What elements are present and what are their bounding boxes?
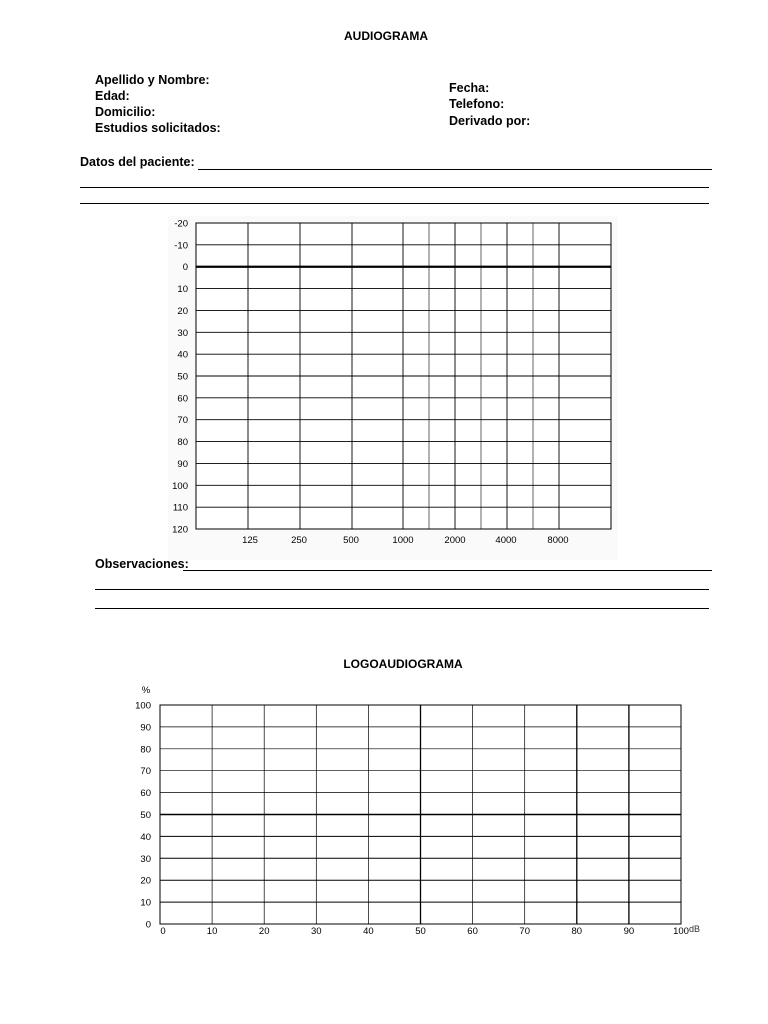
audiogram-y-tick-label: 20 [177,305,188,317]
logo-x-tick-label: 20 [258,926,270,937]
audiogram-y-tick-label: -20 [174,218,188,230]
logo-x-tick-label: 90 [623,926,635,937]
audiogram-y-tick-label: 110 [172,502,188,514]
observaciones-label: Observaciones: [95,557,189,571]
logo-x-tick-label: 80 [571,926,583,937]
audiogram-x-tick-label: 1000 [392,535,414,546]
logo-y-tick-label: 70 [140,766,151,778]
audiogram-y-tick-label: 30 [177,327,188,339]
logo-xlabel: dB [689,924,701,934]
logo-x-tick-label: 50 [415,926,426,937]
audiogram-y-tick-label: 0 [182,262,188,274]
audiogram-x-tick-label: 2000 [444,535,466,546]
audiogram-y-tick-label: 90 [177,458,188,470]
datos-paciente-label: Datos del paciente: [80,155,195,169]
field-edad: Edad: [95,89,130,103]
logo-y-tick-label: 60 [140,788,151,800]
audiogram-y-tick-label: -10 [174,240,188,252]
audiogram-y-tick-label: 50 [177,371,188,383]
audiogram-y-tick-label: 100 [172,480,188,492]
audiogram-y-tick-label: 10 [177,284,188,296]
field-apellido-nombre: Apellido y Nombre: [95,73,210,87]
field-derivado: Derivado por: [449,114,531,128]
logo-x-tick-label: 10 [206,926,218,937]
audiogram-y-tick-label: 60 [177,393,188,405]
audiogram-x-tick-label: 8000 [547,535,569,546]
field-fecha: Fecha: [449,81,490,95]
audiogram-x-tick-label: 4000 [495,535,517,546]
logo-x-tick-label: 40 [363,926,374,937]
audiogram-y-tick-label: 40 [177,349,188,361]
audiograma-title: AUDIOGRAMA [344,29,428,43]
logo-ylabel: % [141,685,151,696]
logo-y-tick-label: 40 [140,831,151,843]
logo-x-tick-label: 30 [311,926,322,937]
audiogram-y-tick-label: 70 [177,415,188,427]
audiogram-x-tick-label: 500 [343,535,359,546]
field-telefono: Telefono: [449,97,505,111]
logo-y-tick-label: 10 [140,897,151,909]
logo-y-tick-label: 50 [140,810,151,821]
logo-y-tick-label: 20 [140,875,151,887]
logo-y-tick-label: 90 [140,722,151,734]
logo-x-tick-label: 60 [467,926,478,937]
audiogram-y-tick-label: 120 [172,524,188,536]
logo-y-tick-label: 30 [140,853,151,865]
field-estudios: Estudios solicitados: [95,121,221,135]
audiogram-y-tick-label: 80 [177,437,188,449]
logo-y-tick-label: 80 [140,744,151,756]
logo-y-tick-label: 0 [145,919,151,931]
logo-x-tick-label: 100 [673,926,689,937]
logoaudiograma-title: LOGOAUDIOGRAMA [343,657,463,671]
field-domicilio: Domicilio: [95,105,156,119]
logo-y-tick-label: 100 [135,700,151,712]
logo-x-tick-label: 0 [160,926,166,937]
audiogram-x-tick-label: 250 [291,535,307,546]
logo-x-tick-label: 70 [519,926,530,937]
audiogram-x-tick-label: 125 [242,535,258,546]
